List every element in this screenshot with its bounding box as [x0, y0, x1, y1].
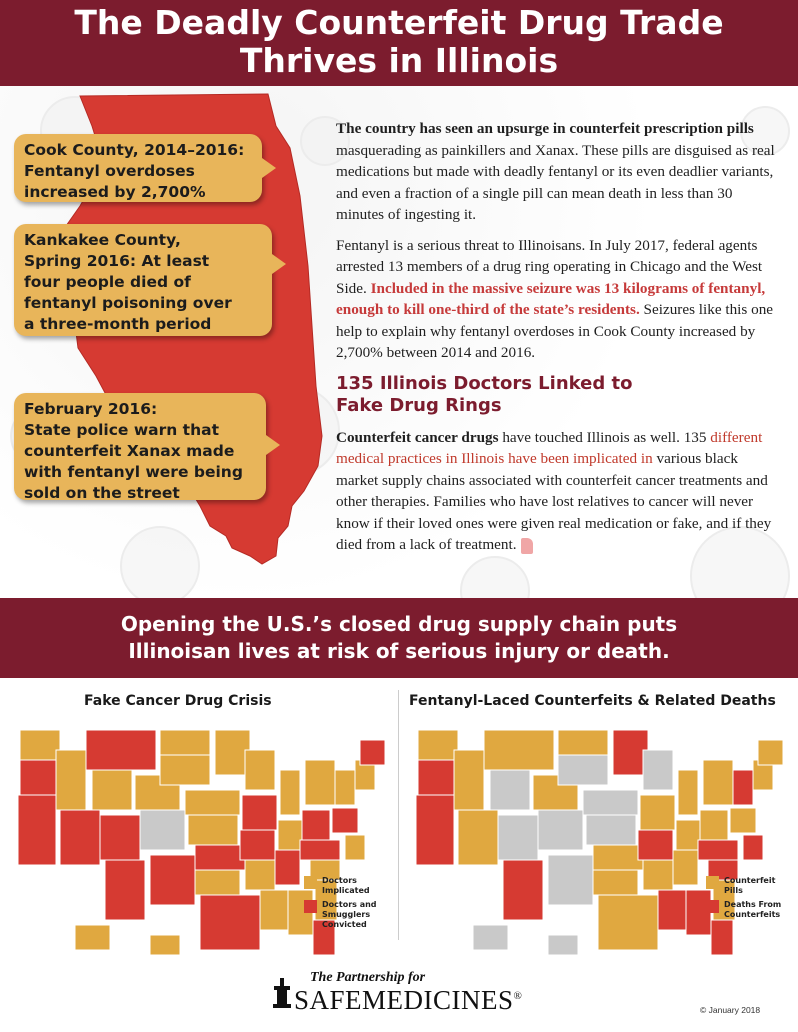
- state-region: [332, 808, 358, 833]
- state-region: [150, 935, 180, 955]
- state-region: [418, 730, 458, 760]
- state-region: [700, 810, 728, 840]
- state-region: [730, 808, 756, 833]
- logo-wordmark: SAFEMEDICINES®: [294, 985, 523, 1015]
- state-region: [678, 770, 698, 815]
- legend-item: Doctors Implicated: [304, 876, 394, 896]
- article-body: [336, 118, 781, 565]
- state-region: [473, 925, 508, 950]
- section-heading: 135 Illinois Doctors Linked to Fake Drug Rings: [336, 372, 633, 416]
- paragraph-fentanyl: Fentanyl is a serious threat to Illinoisans. In July 2017, federal agents arrested 13 members of a drug ring operating in Chicago and the West Side. Included in the massive seizure was 13 kilograms of fentanyl, enough to kill one-third of the state’s residents. Seizures like this one help to explain why fentanyl overdoses in Cook County increased by 2,700% between 2014 and 2016.: [336, 236, 774, 361]
- state-region: [100, 815, 140, 860]
- paragraph-cancer-drugs: Counterfeit cancer drugs have touched Illinois as well. 135 different medical practices in Illinois have been implicated in various black market supply chains associated with counterfeit cancer treatments and other therapies. Families who have lost relatives to cancer will never know if their loved ones were given real medication or fake, and if they died from a lack of treatment.: [336, 428, 772, 553]
- state-region: [275, 850, 300, 885]
- callout-cook-county: Cook County, 2014–2016: Fentanyl overdoses increased by 2,700%: [14, 134, 262, 202]
- state-region: [245, 860, 275, 890]
- state-region: [658, 890, 686, 930]
- state-region: [643, 750, 673, 790]
- state-region: [260, 890, 288, 930]
- state-region: [733, 770, 753, 805]
- map-title-cancer: Fake Cancer Drug Crisis: [84, 693, 272, 709]
- divider: [398, 690, 399, 940]
- us-map-fentanyl: [408, 720, 788, 960]
- state-region: [20, 760, 56, 795]
- state-region: [20, 730, 60, 760]
- state-region: [195, 870, 240, 895]
- state-region: [673, 850, 698, 885]
- state-region: [418, 760, 454, 795]
- state-region: [92, 770, 132, 810]
- legend-item: Doctors and Smugglers Convicted: [304, 900, 394, 930]
- state-region: [743, 835, 763, 860]
- state-region: [278, 820, 303, 850]
- state-region: [240, 830, 275, 860]
- state-region: [676, 820, 701, 850]
- state-region: [345, 835, 365, 860]
- state-region: [758, 740, 783, 765]
- callout-february-2016: February 2016: State police warn that counterfeit Xanax made with fentanyl were being sold on the street: [14, 393, 266, 500]
- state-region: [305, 760, 335, 805]
- state-region: [583, 790, 638, 815]
- state-region: [484, 730, 554, 770]
- state-region: [711, 920, 733, 955]
- state-region: [638, 830, 673, 860]
- callout-kankakee-county: Kankakee County, Spring 2016: At least four people died of fentanyl poisoning over a three-month period: [14, 224, 272, 336]
- state-region: [503, 860, 543, 920]
- map-title-fentanyl: Fentanyl-Laced Counterfeits & Related Deaths: [409, 693, 776, 709]
- illinois-mini-icon: [521, 538, 533, 554]
- banner-text: Opening the U.S.’s closed drug supply chain puts Illinoisan lives at risk of serious injury or death.: [120, 612, 678, 663]
- state-region: [558, 730, 608, 755]
- state-region: [593, 870, 638, 895]
- state-region: [548, 935, 578, 955]
- legend-swatch: [304, 900, 317, 913]
- state-region: [586, 815, 636, 845]
- state-region: [335, 770, 355, 805]
- state-region: [598, 895, 658, 950]
- legend-swatch: [304, 876, 317, 889]
- legend-fentanyl: [706, 876, 796, 924]
- page-title: The Deadly Counterfeit Drug Trade Thrives in Illinois: [74, 3, 724, 80]
- state-region: [498, 815, 538, 860]
- state-region: [558, 755, 608, 785]
- legend-swatch: [706, 876, 719, 889]
- state-region: [86, 730, 156, 770]
- state-region: [454, 750, 484, 810]
- state-region: [242, 795, 277, 830]
- logo-tagline: The Partnership for: [310, 970, 426, 985]
- state-region: [245, 750, 275, 790]
- legend-item: Deaths From Counterfeits: [706, 900, 796, 920]
- state-region: [490, 770, 530, 810]
- state-region: [60, 810, 100, 865]
- state-region: [548, 855, 593, 905]
- state-region: [105, 860, 145, 920]
- state-region: [160, 730, 210, 755]
- legend-item: Counterfeit Pills: [706, 876, 796, 896]
- state-region: [195, 845, 245, 870]
- mortar-pestle-icon: [270, 976, 294, 1012]
- state-region: [302, 810, 330, 840]
- state-region: [593, 845, 643, 870]
- state-region: [300, 840, 340, 860]
- state-region: [458, 810, 498, 865]
- legend-swatch: [706, 900, 719, 913]
- state-region: [640, 795, 675, 830]
- state-region: [150, 855, 195, 905]
- state-region: [188, 815, 238, 845]
- state-region: [140, 810, 185, 850]
- state-region: [18, 795, 56, 865]
- state-region: [698, 840, 738, 860]
- legend-cancer: [304, 876, 394, 934]
- copyright: © January 2018: [700, 1005, 761, 1015]
- state-region: [200, 895, 260, 950]
- state-region: [75, 925, 110, 950]
- state-region: [416, 795, 454, 865]
- state-region: [280, 770, 300, 815]
- state-region: [360, 740, 385, 765]
- state-region: [56, 750, 86, 810]
- state-region: [185, 790, 240, 815]
- warning-banner: [0, 598, 798, 678]
- header-banner: [0, 0, 798, 86]
- state-region: [160, 755, 210, 785]
- state-region: [643, 860, 673, 890]
- state-region: [538, 810, 583, 850]
- logo: [270, 968, 540, 1018]
- paragraph-intro: The country has seen an upsurge in counterfeit prescription pills masquerading as painkillers and Xanax. These pills are disguised as real medications but made with deadly fentanyl or its even deadlier variants, and even a fraction of a single pill can mean death in less than 30 minutes of ingesting it.: [336, 120, 775, 223]
- state-region: [703, 760, 733, 805]
